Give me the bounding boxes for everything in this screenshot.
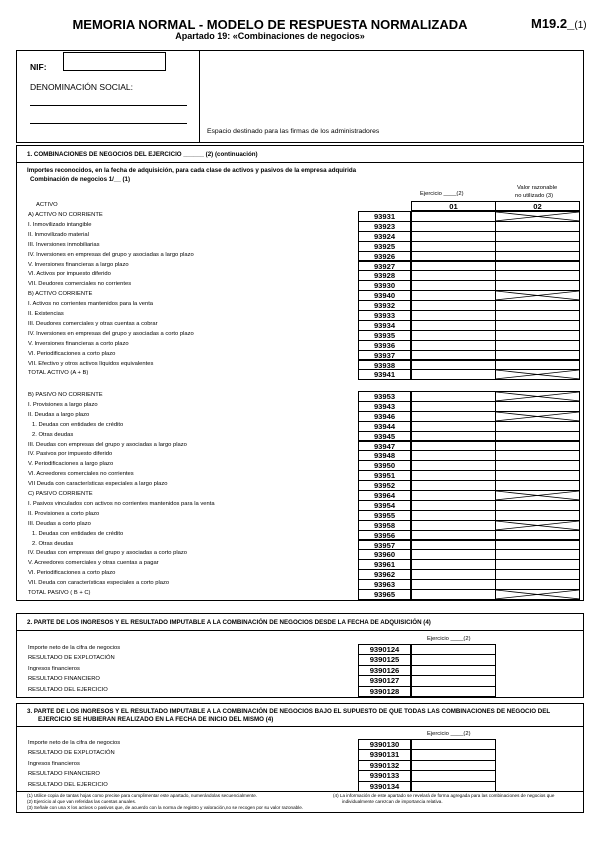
row-label: VI. Acreedores comerciales no corrientes [28, 471, 134, 478]
footnote-2: (2) Ejercicio al que van referidas las cuentas anuales. [27, 799, 137, 804]
row-code: 9390130 [358, 739, 411, 750]
signature-area-text: Espacio destinado para las firmas de los administradores [207, 128, 380, 135]
row-label: V. Inversiones financieras a corto plazo [28, 340, 129, 347]
row-label: VII. Deuda con características especiales a corto plazo [28, 580, 170, 587]
form-subtitle: Apartado 19: «Combinaciones de negocios» [175, 31, 365, 41]
row-code: 93937 [358, 350, 411, 361]
row-label: RESULTADO DE EXPLOTACIÓN [28, 655, 115, 662]
row-code: 93961 [358, 559, 411, 570]
footnote-1: (1) Utilice copia de tantas hojas como precise para cumplimentar este apartado, numerándolas secuencialmente. [27, 793, 258, 798]
row-code: 93934 [358, 320, 411, 331]
row-code: 93950 [358, 460, 411, 471]
cross-mark-icon [496, 521, 579, 530]
crossed-out-cell [495, 589, 580, 600]
row-code: 93936 [358, 340, 411, 351]
row-code: 93964 [358, 490, 411, 501]
activo-label: ACTIVO [36, 202, 58, 208]
form-title: MEMORIA NORMAL - MODELO DE RESPUESTA NORMALIZADA [72, 17, 468, 32]
row-label: VI. Periodificaciones a corto plazo [28, 350, 116, 357]
row-label: II. Existencias [28, 311, 64, 317]
row-code: 93945 [358, 431, 411, 442]
cross-mark-icon [496, 491, 579, 500]
row-label: III. Deudores comerciales y otras cuentas a cobrar [28, 320, 158, 327]
row-label: B) ACTIVO CORRIENTE [28, 291, 93, 298]
denominacion-label: DENOMINACIÓN SOCIAL: [30, 82, 133, 92]
row-label: V. Periodificaciones a largo plazo [28, 461, 114, 468]
row-code: 93924 [358, 231, 411, 242]
footnote-3: (3) Señale con una X los activos o pasivos que, de acuerdo con la norma de registro y valoración,no se recogen por su valor razonable. [27, 805, 304, 810]
nif-field[interactable] [63, 52, 166, 71]
row-code: 93958 [358, 520, 411, 531]
section2-col-header: Ejercicio ____(2) [427, 636, 471, 642]
footnote-4-line2: individualmente carezcan de importancia relativa. [342, 799, 443, 804]
row-code: 93931 [358, 211, 411, 222]
row-code: 93938 [358, 360, 411, 371]
row-label: VI. Periodificaciones a corto plazo [28, 570, 116, 577]
row-label: 1. Deudas con entidades de crédito [32, 530, 124, 537]
row-code: 93962 [358, 569, 411, 580]
row-label: TOTAL PASIVO ( B + C) [28, 590, 91, 596]
row-code: 93941 [358, 369, 411, 380]
row-code: 93923 [358, 221, 411, 232]
row-label: RESULTADO DE EXPLOTACIÓN [28, 750, 115, 757]
section2-title-rule [16, 630, 584, 631]
row-code: 93952 [358, 480, 411, 491]
row-label: I. Inmovilizado intangible [28, 221, 92, 228]
section3-col-header: Ejercicio ____(2) [427, 731, 471, 737]
row-label: Ingresos financieros [28, 760, 80, 767]
row-code: 93943 [358, 401, 411, 412]
row-label: Ingresos financieros [28, 665, 80, 672]
row-code: 9390128 [358, 686, 411, 697]
row-label: I. Provisiones a largo plazo [28, 401, 98, 408]
row-code: 93948 [358, 450, 411, 461]
row-code: 93960 [358, 549, 411, 560]
col2-number: 02 [495, 201, 580, 211]
row-code: 9390132 [358, 760, 411, 771]
cross-mark-icon [496, 412, 579, 421]
cross-mark-icon [496, 291, 579, 300]
denominacion-line-1[interactable] [30, 105, 187, 106]
row-code: 9390133 [358, 770, 411, 781]
row-code: 9390134 [358, 781, 411, 792]
row-code: 93928 [358, 270, 411, 281]
row-code: 93954 [358, 500, 411, 511]
id-divider [199, 50, 200, 143]
footnote-4-line1: (4) La información de este apartado se revelará de forma agregada para las combinaciones de negocios que [333, 793, 555, 798]
row-label: RESULTADO FINANCIERO [28, 676, 100, 683]
row-label: V. Acreedores comerciales y otras cuentas a pagar [28, 560, 159, 567]
cross-mark-icon [496, 212, 579, 221]
row-code: 93955 [358, 510, 411, 521]
row-label: V. Inversiones financieras a largo plazo [28, 261, 129, 268]
row-value-field[interactable] [411, 686, 496, 697]
crossed-out-cell [495, 369, 580, 380]
section3-title-2: EJERCICIO SE HUBIERAN REALIZADO EN LA FECHA DE INICIO DEL MISMO (4) [38, 716, 274, 723]
row-code: 93944 [358, 421, 411, 432]
row-code: 93935 [358, 330, 411, 341]
row-label: C) PASIVO CORRIENTE [28, 491, 93, 497]
row-label: III. Deudas a corto plazo [28, 520, 91, 527]
row-label: B) PASIVO NO CORRIENTE [28, 392, 103, 398]
footnotes-rule [16, 791, 584, 792]
row-code: 93926 [358, 251, 411, 262]
row-code: 93946 [358, 411, 411, 422]
section1-title: 1. COMBINACIONES DE NEGOCIOS DEL EJERCICIO ______ (2) (continuación) [27, 151, 258, 158]
row-code: 9390131 [358, 749, 411, 760]
form-code [531, 16, 587, 31]
row-code: 9390124 [358, 644, 411, 655]
row-label: RESULTADO FINANCIERO [28, 771, 100, 778]
form-code-text: M19.2_ [531, 16, 575, 31]
section1-col1-header: Ejercicio ____(2) [420, 191, 464, 197]
row-label: II. Deudas a largo plazo [28, 411, 90, 418]
row-code: 93957 [358, 540, 411, 551]
row-label: TOTAL ACTIVO (A + B) [28, 370, 89, 377]
row-code: 93965 [358, 589, 411, 600]
row-label: IV. Deudas con empresas del grupo y asociadas a corto plazo [28, 550, 187, 557]
row-code: 93947 [358, 441, 411, 452]
row-label: 2. Otras deudas [32, 431, 74, 438]
row-label: VII. Deudores comerciales no corrientes [28, 281, 132, 288]
row-code: 93925 [358, 241, 411, 252]
row-label: VI. Activos por impuesto diferido [28, 271, 111, 278]
row-code: 93951 [358, 470, 411, 481]
row-value-field[interactable] [411, 369, 496, 380]
row-label: VII. Efectivo y otros activos líquidos equivalentes [28, 360, 154, 367]
cross-mark-icon [496, 392, 579, 401]
section3-title-rule [16, 726, 584, 727]
row-label: 2. Otras deudas [32, 540, 74, 547]
row-code: 93956 [358, 530, 411, 541]
row-label: IV. Inversiones en empresas del grupo y asociadas a corto plazo [28, 330, 194, 337]
row-code: 93930 [358, 280, 411, 291]
row-code: 9390127 [358, 675, 411, 686]
row-label: III. Inversiones inmobiliarias [28, 241, 100, 248]
cross-mark-icon [496, 370, 579, 379]
row-label: A) ACTIVO NO CORRIENTE [28, 212, 103, 218]
row-code: 9390126 [358, 665, 411, 676]
denominacion-line-2[interactable] [30, 123, 187, 124]
nif-label: NIF: [30, 62, 47, 72]
row-label: IV. Pasivos por impuesto diferido [28, 451, 113, 458]
row-label: IV. Inversiones en empresas del grupo y asociadas a largo plazo [28, 251, 194, 258]
row-code: 9390125 [358, 654, 411, 665]
row-label: III. Deudas con empresas del grupo y asociadas a largo plazo [28, 441, 187, 448]
col1-number: 01 [411, 201, 496, 211]
row-code: 93953 [358, 391, 411, 402]
row-label: 1. Deudas con entidades de crédito [32, 421, 124, 428]
row-code: 93927 [358, 261, 411, 272]
section3-title-1: 3. PARTE DE LOS INGRESOS Y EL RESULTADO IMPUTABLE A LA COMBINACIÓN DE NEGOCIOS BAJO EL SUPUESTO DE QUE TODAS LAS COMBINACIONES DE NEGOCIO DEL [27, 708, 551, 715]
cross-mark-icon [496, 590, 579, 599]
section1-col2-header-1: Valor razonable [517, 185, 558, 191]
section1-intro: Importes reconocidos, en la fecha de adquisición, para cada clase de activos y pasivos de la empresa adquirida [27, 167, 357, 174]
row-label: Importe neto de la cifra de negocios [28, 740, 121, 746]
row-code: 93932 [358, 300, 411, 311]
row-code: 93963 [358, 579, 411, 590]
row-label: VII Deuda con características especiales a largo plazo [28, 481, 168, 488]
form-code-note: (1) [574, 20, 587, 31]
row-label: RESULTADO DEL EJERCICIO [28, 686, 108, 693]
row-label: Importe neto de la cifra de negocios [28, 645, 121, 651]
row-label: I. Pasivos vinculados con activos no corrientes mantenidos para la venta [28, 500, 215, 507]
section1-combination: Combinación de negocios 1/__ (1) [30, 176, 131, 183]
section1-title-rule [16, 162, 584, 163]
row-value-field[interactable] [411, 589, 496, 600]
row-label: RESULTADO DEL EJERCICIO [28, 781, 108, 788]
row-label: II. Inmovilizado material [28, 231, 89, 238]
row-label: I. Activos no corrientes mantenidos para la venta [28, 301, 154, 308]
section2-title: 2. PARTE DE LOS INGRESOS Y EL RESULTADO IMPUTABLE A LA COMBINACIÓN DE NEGOCIOS DESDE LA FECHA DE ADQUISICIÓN (4) [27, 619, 431, 626]
row-code: 93940 [358, 290, 411, 301]
row-label: II. Provisiones a corto plazo [28, 510, 100, 517]
row-code: 93933 [358, 310, 411, 321]
section1-col2-header-2: no utilizado (3) [515, 193, 554, 199]
